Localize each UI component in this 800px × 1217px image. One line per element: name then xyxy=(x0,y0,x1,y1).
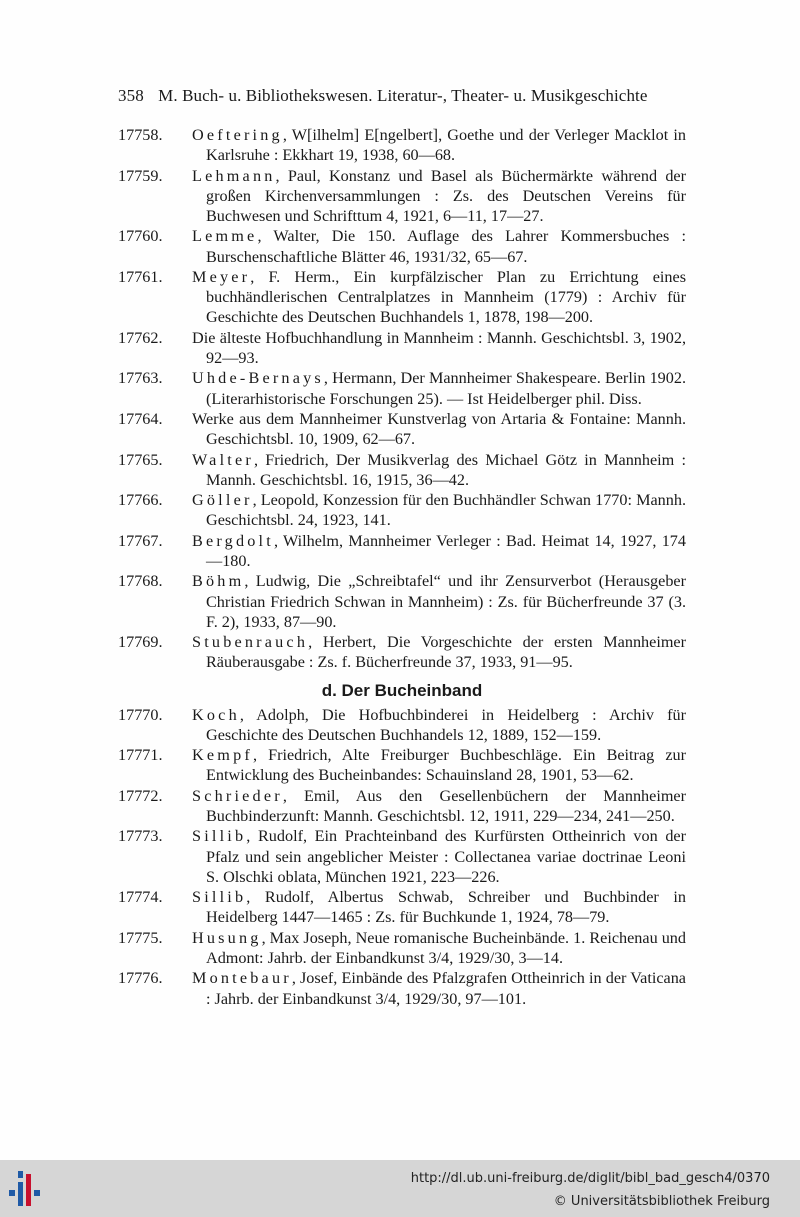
entry-citation: , Walter, Die 150. Auflage des Lahrer Kommersbuches : Burschenschaftliche Blätter 46, 1931/32, 65—67. xyxy=(206,227,686,266)
bibliography-entry xyxy=(118,450,686,490)
entry-text xyxy=(192,368,686,408)
copyright-notice: © Universitätsbibliothek Freiburg xyxy=(553,1194,770,1209)
entry-citation: , Adolph, Die Hofbuchbinderei in Heidelberg : Archiv für Geschichte des Deutschen Buchhandels 12, 1889, 152—159. xyxy=(206,705,686,744)
entry-citation: Werke aus dem Mannheimer Kunstverlag von Artaria & Fontaine: Mannh. Geschichtsbl. 10, 1909, 62—67. xyxy=(192,409,686,449)
entry-number: 17769. xyxy=(118,633,163,652)
entry-number: 17773. xyxy=(118,827,163,846)
entry-author: Lemme xyxy=(192,227,258,246)
entry-citation: , Friedrich, Der Musikverlag des Michael Götz in Mannheim : Mannh. Geschichtsbl. 16, 1915, 36—42. xyxy=(206,450,686,489)
entry-citation: , Rudolf, Albertus Schwab, Schreiber und Buchbinder in Heidelberg 1447—1465 : Zs. für Buchkunde 1, 1924, 78—79. xyxy=(206,888,686,927)
entry-citation: , F. Herm., Ein kurpfälzischer Plan zu Errichtung eines buchhändlerischen Centralplatzes in Mannheim (1779) : Archiv für Geschichte des Deutschen Buchhandels 1, 1878, 198—200. xyxy=(206,267,686,327)
bibliography-entry xyxy=(118,928,686,968)
running-header xyxy=(118,86,688,106)
entry-text xyxy=(192,166,686,227)
entry-author: Lehmann xyxy=(192,166,276,185)
entry-number: 17772. xyxy=(118,786,163,805)
bibliography-entry xyxy=(118,571,686,632)
bibliography-entry xyxy=(118,531,686,571)
source-url-link[interactable]: http://dl.ub.uni-freiburg.de/diglit/bibl_bad_gesch4/0370 xyxy=(410,1171,770,1186)
entry-text xyxy=(192,887,686,927)
entry-citation: , Hermann, Der Mannheimer Shakespeare. Berlin 1902. (Literarhistorische Forschungen 25). — Ist Heidelberger phil. Diss. xyxy=(206,369,686,408)
entry-text xyxy=(192,786,686,826)
page-number: 358 xyxy=(118,86,144,105)
bibliography-entry xyxy=(118,705,686,745)
bibliography-entry xyxy=(118,968,686,1008)
entry-number: 17767. xyxy=(118,531,163,550)
entry-text xyxy=(192,531,686,571)
entry-citation: , Rudolf, Ein Prachteinband des Kurfürsten Ottheinrich von der Pfalz und sein angeblicher Meister : Collectanea variae doctrinae Leoni S. Olschki oblata, München 1921, 223—226. xyxy=(206,827,686,886)
bibliography-entry xyxy=(118,632,686,672)
entry-citation: , Emil, Aus den Gesellenbüchern der Mannheimer Buchbinderzunft: Mannh. Geschichtsbl. 12, 1911, 229—234, 241—250. xyxy=(206,786,686,825)
entry-author: Schrieder xyxy=(192,786,283,805)
viewer-footer xyxy=(0,1160,800,1217)
entry-text xyxy=(192,745,686,785)
entry-number: 17761. xyxy=(118,267,163,286)
entry-text xyxy=(192,826,686,887)
entries-group-b xyxy=(118,705,686,1009)
entry-number: 17774. xyxy=(118,888,163,907)
entry-author: Böhm xyxy=(192,572,245,591)
bibliography-entry xyxy=(118,226,686,266)
entry-number: 17760. xyxy=(118,227,163,246)
bibliography-entry xyxy=(118,409,686,449)
entry-author: Stubenrauch xyxy=(192,633,309,652)
bibliography-entry xyxy=(118,745,686,785)
bibliography-entry xyxy=(118,166,686,227)
entry-text xyxy=(192,226,686,266)
entry-number: 17768. xyxy=(118,572,163,591)
entry-author: Uhde-Bernays xyxy=(192,369,324,388)
bibliography-entry xyxy=(118,328,686,368)
entry-author: Sillib xyxy=(192,827,247,846)
entry-text xyxy=(192,632,686,672)
entry-citation: Die älteste Hofbuchhandlung in Mannheim : Mannh. Geschichtsbl. 3, 1902, 92—93. xyxy=(192,328,686,367)
entry-number: 17764. xyxy=(118,409,163,428)
entry-author: Montebaur xyxy=(192,969,292,988)
entry-number: 17762. xyxy=(118,328,163,347)
entry-author: Meyer xyxy=(192,267,251,286)
entry-citation: , Ludwig, Die „Schreibtafel“ und ihr Zensurverbot (Herausgeber Christian Friedrich Schwan in Mannheim) : Zs. für Bücherfreunde 37 (3. F. 2), 1933, 87—90. xyxy=(206,572,686,631)
entry-number: 17759. xyxy=(118,166,163,185)
bibliography-entry xyxy=(118,267,686,328)
entry-text xyxy=(192,125,686,165)
entry-text xyxy=(192,705,686,745)
entry-author: Oeftering xyxy=(192,126,283,144)
bibliography-entry xyxy=(118,490,686,530)
entry-author: Sillib xyxy=(192,888,247,907)
entry-number: 17758. xyxy=(118,126,163,144)
bibliography-entry xyxy=(118,826,686,887)
entry-number: 17771. xyxy=(118,746,163,765)
entry-text xyxy=(192,267,686,328)
entry-citation: , Paul, Konstanz und Basel als Büchermärkte während der großen Kirchenversammlungen : Zs. des Deutschen Vereins für Buchwesen und Schrifttum 4, 1921, 6—11, 17—27. xyxy=(206,166,686,225)
entry-text xyxy=(192,328,686,368)
entries-group-a xyxy=(118,125,686,673)
entry-number: 17763. xyxy=(118,369,163,388)
entry-author: Husung xyxy=(192,928,262,947)
running-title: M. Buch- u. Bibliothekswesen. Literatur-, Theater- u. Musikgeschichte xyxy=(158,86,648,105)
entry-citation: , Josef, Einbände des Pfalzgrafen Ottheinrich in der Vaticana : Jahrb. der Einbandkunst 3/4, 1929/30, 97—101. xyxy=(206,969,686,1008)
entry-number: 17766. xyxy=(118,491,163,510)
entry-number: 17770. xyxy=(118,705,163,724)
ub-freiburg-logo-icon xyxy=(6,1168,46,1208)
entry-author: Kempf xyxy=(192,746,253,765)
bibliography-list xyxy=(118,125,686,1009)
entry-number: 17775. xyxy=(118,928,163,947)
entry-author: Göller xyxy=(192,491,253,510)
entry-citation: , Max Joseph, Neue romanische Bucheinbände. 1. Reichenau und Admont: Jahrb. der Einbandkunst 3/4, 1929/30, 3—14. xyxy=(206,928,686,967)
entry-text xyxy=(192,968,686,1008)
entry-number: 17765. xyxy=(118,450,163,469)
entry-number: 17776. xyxy=(118,969,163,988)
entry-text xyxy=(192,928,686,968)
entry-citation: , W[ilhelm] E[ngelbert], Goethe und der Verleger Macklot in Karlsruhe : Ekkhart 19, 1938, 60—68. xyxy=(206,126,686,165)
bibliography-entry xyxy=(118,125,686,165)
bibliography-entry xyxy=(118,786,686,826)
entry-text xyxy=(192,571,686,632)
entry-author: Bergdolt xyxy=(192,531,274,550)
entry-text xyxy=(192,490,686,530)
entry-author: Walter xyxy=(192,450,254,469)
entry-text xyxy=(192,450,686,490)
section-heading: d. Der Bucheinband xyxy=(321,680,483,700)
entry-citation: , Herbert, Die Vorgeschichte der ersten Mannheimer Räuberausgabe : Zs. f. Bücherfreunde 37, 1933, 91—95. xyxy=(206,633,686,672)
bibliography-entry xyxy=(118,887,686,927)
bibliography-entry xyxy=(118,368,686,408)
entry-text xyxy=(192,409,686,449)
entry-citation: , Wilhelm, Mannheimer Verleger : Bad. Heimat 14, 1927, 174—180. xyxy=(206,531,686,570)
entry-author: Koch xyxy=(192,705,240,724)
entry-citation: , Leopold, Konzession für den Buchhändler Schwan 1770: Mannh. Geschichtsbl. 24, 1923, 141. xyxy=(206,491,686,530)
entry-citation: , Friedrich, Alte Freiburger Buchbeschläge. Ein Beitrag zur Entwicklung des Bucheinbandes: Schauinsland 28, 1901, 53—62. xyxy=(206,746,686,785)
